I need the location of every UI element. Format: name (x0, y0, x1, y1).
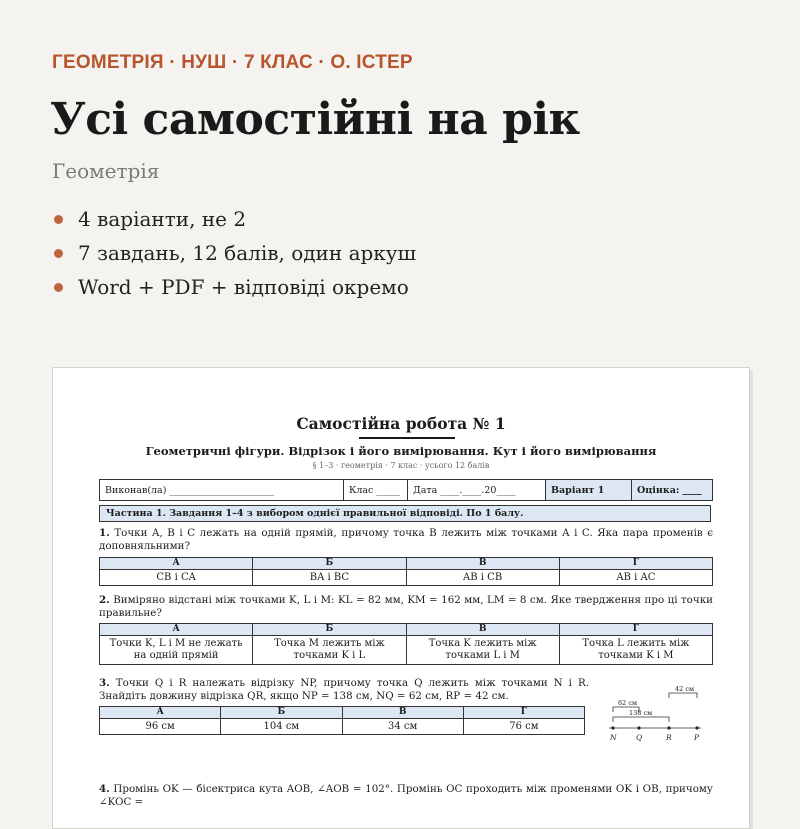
dimension-label: 138 см (629, 709, 653, 717)
question-1 (99, 527, 713, 553)
point-marker (695, 726, 698, 729)
part-header: Частина 1. Завдання 1–4 з вибором однієї правильної відповіді. По 1 балу. (99, 505, 711, 522)
variant-label: Варіант 1 (546, 480, 632, 500)
student-info-row (99, 479, 713, 501)
answer-option: Точки K, L і M не лежать на одній прямій (100, 636, 253, 665)
answer-option: Точка M лежить між точками K і L (253, 636, 406, 665)
worksheet-title: Самостійна робота № 1 (296, 414, 506, 433)
answer-option: 96 см (100, 719, 221, 735)
name-field: Виконав(ла) ______________________ (100, 480, 344, 500)
page-title: Усі самостійні на рік (50, 94, 580, 145)
question-text: Промінь OK — бісектриса кута AOB, ∠AOB = 102°. Промінь OC проходить між променями OK і OB, причому ∠KOC = (99, 783, 713, 808)
dimension-label: 62 см (618, 699, 638, 707)
bullet-dot-icon (54, 215, 63, 224)
worksheet-preview (52, 367, 750, 829)
col-header: В (342, 707, 463, 719)
bullet-dot-icon (54, 249, 63, 258)
question-3 (99, 677, 589, 703)
question-number: 2. (99, 594, 110, 606)
answer-option: 76 см (463, 719, 584, 735)
feature-item (52, 202, 416, 236)
question-number: 3. (99, 677, 110, 689)
kicker: ГЕОМЕТРІЯ · НУШ · 7 КЛАС · О. ІСТЕР (52, 52, 413, 73)
point-label: Q (636, 733, 643, 742)
point-label: P (694, 733, 700, 742)
feature-item (52, 236, 416, 270)
col-header: Г (559, 558, 712, 570)
feature-list (52, 202, 416, 304)
col-header: А (100, 624, 253, 636)
col-header: Б (253, 558, 406, 570)
col-header: Г (463, 707, 584, 719)
segment-figure (603, 684, 713, 746)
col-header: А (100, 707, 221, 719)
answer-option: AB і AC (559, 570, 712, 586)
answer-option: AB і CB (406, 570, 559, 586)
feature-label: Word + PDF + відповіді окремо (78, 275, 409, 299)
answer-table-1 (99, 557, 713, 586)
col-header: В (406, 558, 559, 570)
page-subtitle: Геометрія (52, 159, 160, 183)
feature-label: 7 завдань, 12 балів, один аркуш (78, 241, 417, 265)
col-header: Б (221, 707, 342, 719)
dimension-label: 42 см (675, 685, 695, 693)
date-field: Дата ____.____.20____ (408, 480, 546, 500)
col-header: В (406, 624, 559, 636)
answer-option: 104 см (221, 719, 342, 735)
answer-option: Точка L лежить між точками K і M (559, 636, 712, 665)
answer-option: Точка K лежить між точками L і M (406, 636, 559, 665)
feature-label: 4 варіанти, не 2 (78, 207, 247, 231)
col-header: Б (253, 624, 406, 636)
point-label: N (610, 733, 617, 742)
point-marker (667, 726, 670, 729)
dimension-bracket (669, 693, 697, 698)
answer-option: CB і CA (100, 570, 253, 586)
feature-item (52, 270, 416, 304)
answer-option: BA і BC (253, 570, 406, 586)
grade-field: Оцінка: ____ (632, 480, 712, 500)
col-header: Г (559, 624, 712, 636)
question-number: 4. (99, 783, 110, 795)
question-4 (99, 783, 713, 809)
answer-option: 34 см (342, 719, 463, 735)
question-text: Точки Q і R належать відрізку NP, причому точка Q лежить між точками N і R. Знайдіть довжину відрізка QR, якщо NP = 138 см, NQ = 62 см, RP = 42 см. (99, 677, 589, 702)
col-header: А (100, 558, 253, 570)
point-marker (637, 726, 640, 729)
question-number: 1. (99, 527, 110, 539)
worksheet-subtitle: Геометричні фігури. Відрізок і його вимірювання. Кут і його вимірювання (145, 444, 657, 458)
question-text: Виміряно відстані між точками K, L і M: KL = 82 мм, KM = 162 мм, LM = 8 см. Яке твердження про ці точки правильне? (99, 594, 713, 619)
answer-table-2 (99, 623, 713, 665)
dimension-bracket (613, 717, 669, 722)
point-marker (611, 726, 614, 729)
bullet-dot-icon (54, 283, 63, 292)
answer-table-3 (99, 706, 585, 735)
question-text: Точки A, B і C лежать на одній прямій, причому точка B лежить між точками A і C. Яка пара променів є доповняльними? (99, 527, 713, 552)
point-label: R (666, 733, 672, 742)
title-underline (359, 437, 455, 439)
question-2 (99, 594, 713, 620)
class-field: Клас _____ (344, 480, 408, 500)
worksheet-meta: § 1–3 · геометрія · 7 клас · усього 12 балів (312, 461, 490, 470)
